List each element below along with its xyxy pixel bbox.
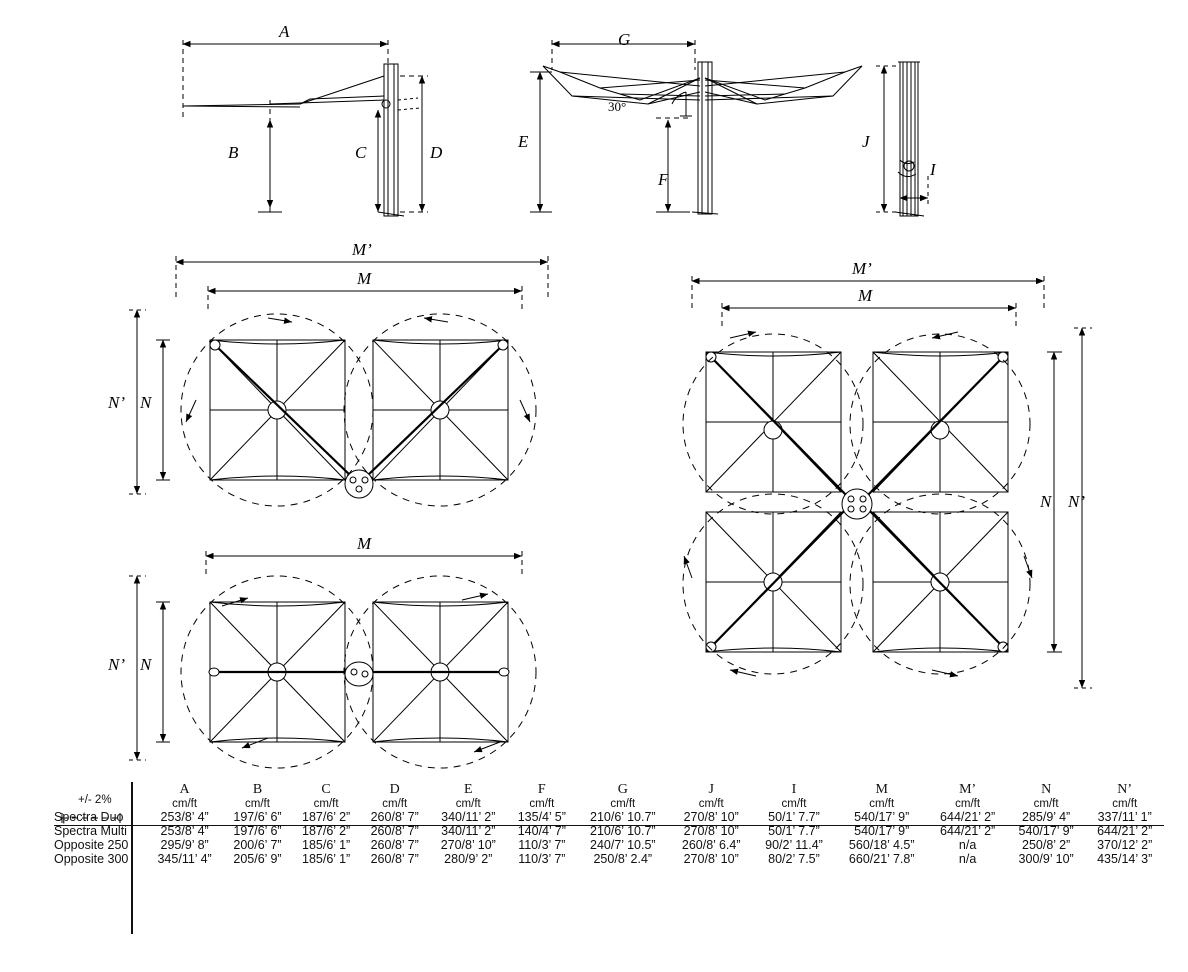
- dim-label-J: J: [862, 132, 870, 151]
- cell-duo-E: 340/11’ 2”: [441, 810, 496, 824]
- cell-opp300-B: 205/6’ 9”: [233, 852, 282, 866]
- cell-opp250-A: 295/9’ 8”: [160, 838, 209, 852]
- cell-opp300-M-prime: n/a: [958, 852, 977, 866]
- cell-multi-M: 540/17’ 9”: [854, 824, 910, 838]
- dim-label-M-left2: M: [357, 534, 372, 553]
- cell-multi-A: 253/8’ 4”: [160, 824, 209, 838]
- cell-multi-N-prime: 644/21’ 2”: [1097, 824, 1153, 838]
- cell-opp300-J: 270/8’ 10”: [683, 852, 739, 866]
- cell-opp300-M: 660/21’ 7.8”: [848, 852, 915, 866]
- cell-duo-B: 197/6’ 6”: [233, 810, 282, 824]
- cell-opp300-D: 260/8’ 7”: [370, 852, 419, 866]
- unit-M-prime: cm/ft: [955, 798, 981, 810]
- tolerance-label: +/- 2%: [78, 794, 112, 806]
- unit-M: cm/ft: [869, 798, 895, 810]
- cell-opp250-M-prime: n/a: [958, 838, 977, 852]
- dim-label-M-prime-left: M’: [352, 240, 372, 259]
- cell-duo-C: 187/6’ 2”: [302, 810, 351, 824]
- cell-opp300-C: 185/6’ 1”: [302, 852, 351, 866]
- cell-multi-I: 50/1’ 7.7”: [768, 824, 820, 838]
- cell-opp300-N-prime: 435/14’ 3”: [1097, 852, 1153, 866]
- cell-opp250-M: 560/18’ 4.5”: [848, 838, 915, 852]
- dim-label-G: G: [618, 30, 631, 49]
- col-header-B: B: [252, 782, 263, 797]
- cell-multi-J: 270/8’ 10”: [683, 824, 739, 838]
- col-header-F: F: [537, 782, 546, 797]
- dim-label-D: D: [430, 143, 443, 162]
- cell-opp300-E: 280/9’ 2”: [444, 852, 493, 866]
- cell-multi-C: 187/6’ 2”: [302, 824, 351, 838]
- table-row: [54, 824, 1164, 838]
- col-header-N: N: [1041, 782, 1052, 797]
- unit-N: cm/ft: [1033, 798, 1059, 810]
- dim-label-N-left2: N: [140, 655, 152, 674]
- dim-label-F: F: [658, 170, 669, 189]
- col-header-M: M: [875, 782, 888, 797]
- cell-multi-E: 340/11’ 2”: [441, 824, 496, 838]
- dim-label-N-left: N: [140, 393, 152, 412]
- cell-duo-J: 270/8’ 10”: [683, 810, 739, 824]
- cell-opp250-I: 90/2’ 11.4”: [765, 838, 823, 852]
- cell-opp300-N: 300/9’ 10”: [1018, 852, 1074, 866]
- angle-label-30deg: 30°: [608, 99, 627, 114]
- dim-label-C: C: [355, 143, 367, 162]
- col-header-E: E: [463, 782, 473, 797]
- unit-E: cm/ft: [455, 798, 481, 810]
- table-header-letters: [54, 782, 1164, 798]
- unit-C: cm/ft: [313, 798, 339, 810]
- dim-label-A: A: [279, 22, 290, 41]
- cell-opp250-N: 250/8’ 2”: [1022, 838, 1071, 852]
- cell-opp250-F: 110/3’ 7”: [518, 838, 566, 852]
- table-row: [54, 852, 1164, 866]
- cell-opp250-E: 270/8’ 10”: [440, 838, 496, 852]
- table-header-units: [54, 798, 1164, 810]
- cell-multi-N: 540/17’ 9”: [1018, 824, 1074, 838]
- cell-duo-G: 210/6’ 10.7”: [590, 810, 656, 824]
- dim-label-M-left: M: [357, 269, 372, 288]
- cell-duo-F: 135/4’ 5”: [517, 810, 566, 824]
- cell-opp250-G: 240/7’ 10.5”: [590, 838, 656, 852]
- cell-duo-D: 260/8’ 7”: [370, 810, 419, 824]
- table-row: [54, 810, 1164, 824]
- cell-opp300-I: 80/2’ 7.5”: [768, 852, 820, 866]
- row-name-spectra-duo: Spectra Duo: [54, 810, 124, 824]
- cell-duo-M-prime: 644/21’ 2”: [940, 810, 996, 824]
- cell-opp250-B: 200/6’ 7”: [233, 838, 282, 852]
- specifications-table: [54, 782, 1164, 866]
- col-header-N-prime: N’: [1117, 782, 1133, 797]
- cell-opp250-J: 260/8’ 6.4”: [681, 838, 741, 852]
- col-header-J: J: [708, 782, 714, 797]
- unit-A: cm/ft: [172, 798, 198, 810]
- cell-opp250-D: 260/8’ 7”: [370, 838, 419, 852]
- col-header-G: G: [617, 782, 628, 797]
- cell-opp250-C: 185/6’ 1”: [302, 838, 351, 852]
- dim-label-M-prime-right: M’: [852, 259, 872, 278]
- row-name-opposite-250: Opposite 250: [54, 838, 129, 852]
- cell-duo-N: 285/9’ 4”: [1022, 810, 1071, 824]
- cell-multi-B: 197/6’ 6”: [233, 824, 282, 838]
- dim-label-I: I: [930, 160, 936, 179]
- dim-label-M-right: M: [858, 286, 873, 305]
- cell-duo-M: 540/17’ 9”: [854, 810, 910, 824]
- cell-duo-N-prime: 337/11’ 1”: [1097, 810, 1152, 824]
- unit-I: cm/ft: [781, 798, 807, 810]
- col-header-D: D: [389, 782, 400, 797]
- cell-multi-G: 210/6’ 10.7”: [590, 824, 656, 838]
- row-name-spectra-multi: Spectra Multi: [54, 824, 127, 838]
- dim-label-N-right: N: [1040, 492, 1052, 511]
- cell-multi-D: 260/8’ 7”: [370, 824, 419, 838]
- col-header-I: I: [791, 782, 797, 797]
- cell-opp300-A: 345/11’ 4”: [157, 852, 212, 866]
- unit-J: cm/ft: [698, 798, 724, 810]
- cell-duo-I: 50/1’ 7.7”: [768, 810, 820, 824]
- table-row: [54, 838, 1164, 852]
- row-name-opposite-300: Opposite 300: [54, 852, 129, 866]
- dim-label-N-prime-left2: N’: [108, 655, 125, 674]
- dim-label-N-prime-right: N’: [1068, 492, 1085, 511]
- unit-F: cm/ft: [529, 798, 555, 810]
- col-header-M-prime: M’: [959, 782, 977, 797]
- cell-multi-M-prime: 644/21’ 2”: [940, 824, 996, 838]
- col-header-C: C: [321, 782, 331, 797]
- unit-G: cm/ft: [610, 798, 636, 810]
- unit-B: cm/ft: [245, 798, 270, 810]
- dim-label-N-prime-left: N’: [108, 393, 125, 412]
- cell-multi-F: 140/4’ 7”: [517, 824, 566, 838]
- cell-opp300-F: 110/3’ 7”: [518, 852, 566, 866]
- dim-label-E: E: [518, 132, 529, 151]
- unit-D: cm/ft: [382, 798, 408, 810]
- cell-duo-A: 253/8’ 4”: [160, 810, 209, 824]
- dim-label-B: B: [228, 143, 239, 162]
- cell-opp250-N-prime: 370/12’ 2”: [1097, 838, 1153, 852]
- cell-opp300-G: 250/8’ 2.4”: [593, 852, 653, 866]
- col-header-A: A: [179, 782, 190, 797]
- unit-N-prime: cm/ft: [1112, 798, 1138, 810]
